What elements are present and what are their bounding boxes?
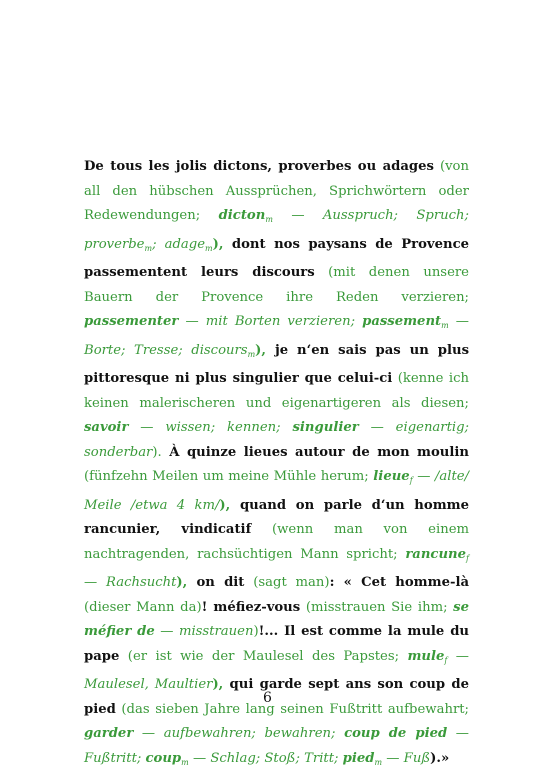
vocab-gloss: — Schlag; Stoß; Tritt; — [188, 750, 343, 766]
german-translation: (sagt man) — [244, 575, 330, 590]
gender-marker: m — [144, 243, 153, 253]
vocab-gloss: — Borte; Tresse; discours — [84, 314, 469, 358]
german-translation: (er ist wie der Maulesel des Papstes; — [119, 648, 408, 664]
french-text: : « Cet homme-là — [329, 575, 470, 590]
vocab-term: rancune — [405, 546, 467, 562]
page-number: 6 — [263, 690, 272, 706]
german-translation: ), — [212, 236, 224, 252]
french-text: À quinze lieues autour de mon moulin — [161, 444, 469, 460]
vocab-term: passement — [362, 314, 442, 329]
french-text: quand on parle d‘un homme rancunier, vindicatif — [84, 497, 469, 537]
vocab-gloss: — misstrauen — [154, 624, 254, 639]
german-translation: ) — [253, 624, 259, 639]
german-translation: (wenn man von einem nachtragenden, rachsüchtigen Mann spricht; — [84, 522, 469, 562]
gender-marker: f — [466, 553, 469, 563]
german-translation: (mit denen unsere Bauern der Provence ihre Reden verzieren; — [84, 265, 469, 305]
vocab-gloss: — Fuß — [382, 750, 431, 766]
vocab-gloss: ; adage — [152, 236, 206, 252]
german-translation: ), — [255, 342, 267, 358]
vocab-gloss: — Fußtritt; — [84, 726, 469, 766]
gender-marker: f — [444, 655, 448, 665]
gender-marker: m — [247, 349, 256, 359]
vocab-term: passementer — [84, 314, 179, 329]
french-text: ).» — [430, 750, 450, 766]
german-translation: ), — [219, 497, 231, 513]
french-text: ! méfiez-vous — [201, 599, 301, 615]
vocab-gloss: — wissen; kennen; — [128, 420, 293, 435]
vocab-gloss: — Rachsucht — [84, 575, 177, 590]
french-text: De tous les jolis dictons, proverbes ou adages — [84, 159, 434, 174]
gender-marker: m — [441, 321, 449, 330]
german-translation: (fünfzehn Meilen um meine Mühle herum; — [84, 469, 374, 484]
gender-marker: m — [374, 757, 383, 767]
german-translation: (das sieben Jahre lang seinen Fußtritt aufbewahrt; — [115, 701, 469, 717]
gender-marker: m — [265, 215, 273, 224]
vocab-term: pied — [342, 750, 375, 766]
vocab-term: savoir — [84, 420, 129, 435]
vocab-term: lieue — [373, 469, 410, 484]
french-text: on dit — [187, 575, 245, 590]
german-translation: (von all den hübschen Aussprüchen, Sprichwörtern oder Redewendungen; — [84, 159, 469, 223]
gender-marker: m — [205, 243, 213, 253]
french-text: !... Il est comme la mule du pape — [84, 624, 470, 664]
vocab-gloss: — Ausspruch; Spruch; proverbe — [84, 208, 469, 252]
vocab-term: garder — [84, 726, 134, 741]
french-text: dont nos paysans de Provence passementent leurs discours — [84, 236, 469, 280]
vocab-term: singulier — [292, 420, 359, 435]
french-text: qui garde sept ans son coup de pied — [84, 677, 469, 717]
french-text: je n‘en sais pas un plus pittoresque ni plus singulier que celui-ci — [84, 342, 469, 386]
vocab-term: coup — [145, 750, 182, 766]
gender-marker: f — [409, 476, 413, 485]
vocab-gloss: — aufbewahren; bewahren; — [133, 726, 345, 741]
vocab-gloss: — mit Borten verzieren; — [178, 314, 363, 329]
vocab-gloss: — /alte/ Meile /etwa 4 km/ — [84, 469, 469, 513]
vocab-term: mule — [407, 648, 445, 664]
vocab-term: coup de pied — [344, 726, 448, 741]
vocab-term: se méfier de — [84, 599, 469, 639]
vocab-gloss: — eigenartig; sonderbar — [84, 420, 470, 460]
german-translation: ). — [152, 444, 162, 460]
german-translation: (misstrauen Sie ihm; — [300, 599, 454, 615]
bilingual-paragraph — [84, 155, 469, 775]
vocab-term: dicton — [218, 208, 266, 223]
german-translation: (dieser Mann da) — [84, 599, 202, 615]
gender-marker: m — [181, 757, 189, 767]
german-translation: ), — [212, 677, 224, 692]
german-translation: (kenne ich keinen malerischeren und eigenartigeren als diesen; — [84, 371, 469, 411]
vocab-gloss: — Maulesel, Maultier — [84, 648, 469, 692]
german-translation: ), — [176, 575, 188, 590]
